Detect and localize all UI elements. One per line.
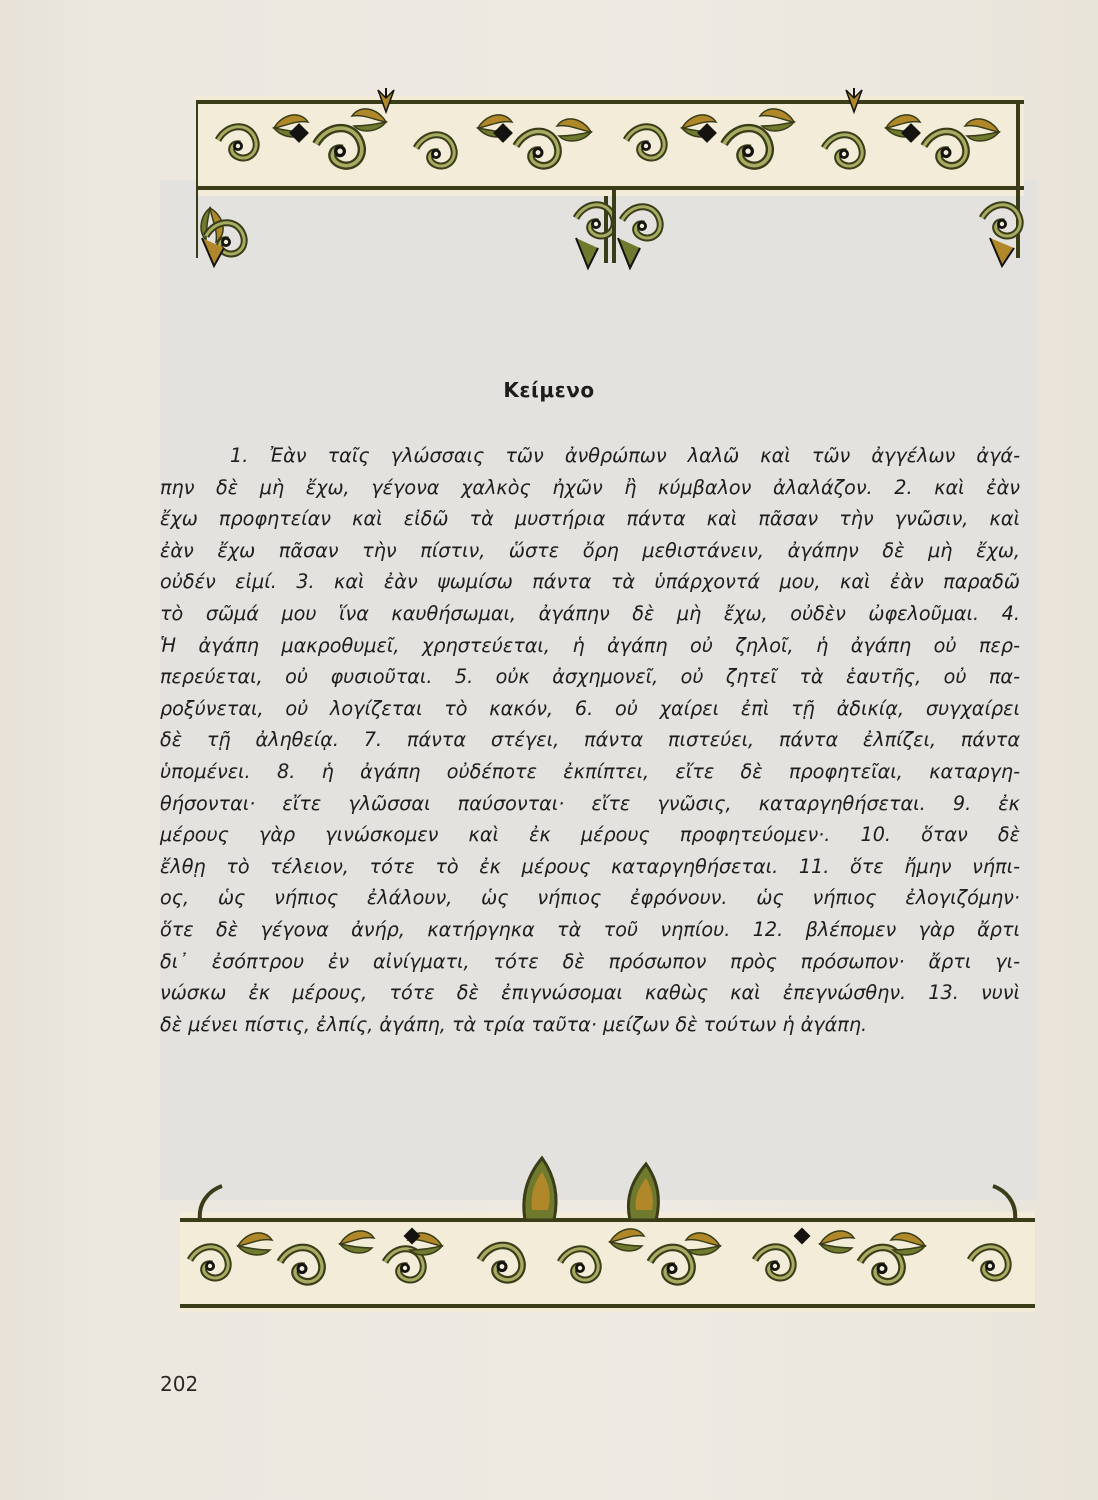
ornament-bottom [180, 1150, 1035, 1330]
passage-line: ος, ὡς νήπιος ἐλάλουν, ὡς νήπιος ἐφρόνουν. ὡς νήπιος ἐλογιζόμην· [160, 886, 1020, 910]
passage-line: τὸ σῶμά μου ἵνα καυθήσωμαι, ἀγάπην δὲ μὴ ἔχω, οὐδὲν ὠφελοῦμαι. 4. [160, 601, 1020, 625]
passage-line: πην δὲ μὴ ἔχω, γέγονα χαλκὸς ἠχῶν ἢ κύμβαλον ἀλαλάζον. 2. καὶ ἐὰν [160, 475, 1020, 499]
ornament-top-left [196, 88, 616, 278]
page-title: Κείμενο [503, 378, 595, 402]
passage-line: 1. Ἐὰν ταῖς γλώσσαις τῶν ἀνθρώπων λαλῶ καὶ τῶν ἀγγέλων ἀγά- [230, 444, 1020, 467]
passage-line: δι᾽ ἐσόπτρου ἐν αἰνίγματι, τότε δὲ πρόσωπον πρὸς πρόσωπον· ἄρτι γι- [160, 949, 1020, 973]
page-number: 202 [160, 1372, 199, 1396]
ornament-top-right [604, 88, 1024, 278]
passage-line: δὲ τῇ ἀληθείᾳ. 7. πάντα στέγει, πάντα πιστεύει, πάντα ἐλπίζει, πάντα [160, 728, 1020, 752]
passage-line: νώσκω ἐκ μέρους, τότε δὲ ἐπιγνώσομαι καθὼς καὶ ἐπεγνώσθην. 13. νυνὶ [160, 981, 1020, 1005]
passage-line: οὐδέν εἰμί. 3. καὶ ἐὰν ψωμίσω πάντα τὰ ὑπάρχοντά μου, καὶ ἐὰν παραδῶ [160, 570, 1020, 594]
passage-line: ἔχω προφητείαν καὶ εἰδῶ τὰ μυστήρια πάντα καὶ πᾶσαν τὴν γνῶσιν, καὶ [160, 507, 1020, 531]
passage-line: μέρους γὰρ γινώσκομεν καὶ ἐκ μέρους προφητεύομεν·. 10. ὅταν δὲ [160, 823, 1020, 847]
passage-line: ὅτε δὲ γέγονα ἀνήρ, κατήργηκα τὰ τοῦ νηπίου. 12. βλέπομεν γὰρ ἄρτι [160, 917, 1020, 941]
scripture-passage [160, 440, 1020, 1040]
passage-line: Ἡ ἀγάπη μακροθυμεῖ, χρηστεύεται, ἡ ἀγάπη οὐ ζηλοῖ, ἡ ἀγάπη οὐ περ- [160, 633, 1020, 657]
passage-line: θήσονται· εἴτε γλῶσσαι παύσονται· εἴτε γνῶσις, καταργηθήσεται. 9. ἐκ [160, 791, 1020, 815]
passage-line: ροξύνεται, οὐ λογίζεται τὸ κακόν, 6. οὐ χαίρει ἐπὶ τῇ ἀδικίᾳ, συγχαίρει [160, 696, 1020, 720]
passage-line: ἔλθῃ τὸ τέλειον, τότε τὸ ἐκ μέρους καταργηθήσεται. 11. ὅτε ἤμην νήπι- [160, 854, 1020, 878]
passage-line: περεύεται, οὐ φυσιοῦται. 5. οὐκ ἀσχημονεῖ, οὐ ζητεῖ τὰ ἑαυτῆς, οὐ πα- [160, 665, 1020, 689]
passage-line: ὑπομένει. 8. ἡ ἀγάπη οὐδέποτε ἐκπίπτει, εἴτε δὲ προφητεῖαι, καταργη- [160, 759, 1020, 783]
passage-line: ἐὰν ἔχω πᾶσαν τὴν πίστιν, ὥστε ὄρη μεθιστάνειν, ἀγάπην δὲ μὴ ἔχω, [160, 538, 1020, 562]
passage-line: δὲ μένει πίστις, ἐλπίς, ἀγάπη, τὰ τρία ταῦτα· μείζων δὲ τούτων ἡ ἀγάπη. [160, 1012, 868, 1036]
